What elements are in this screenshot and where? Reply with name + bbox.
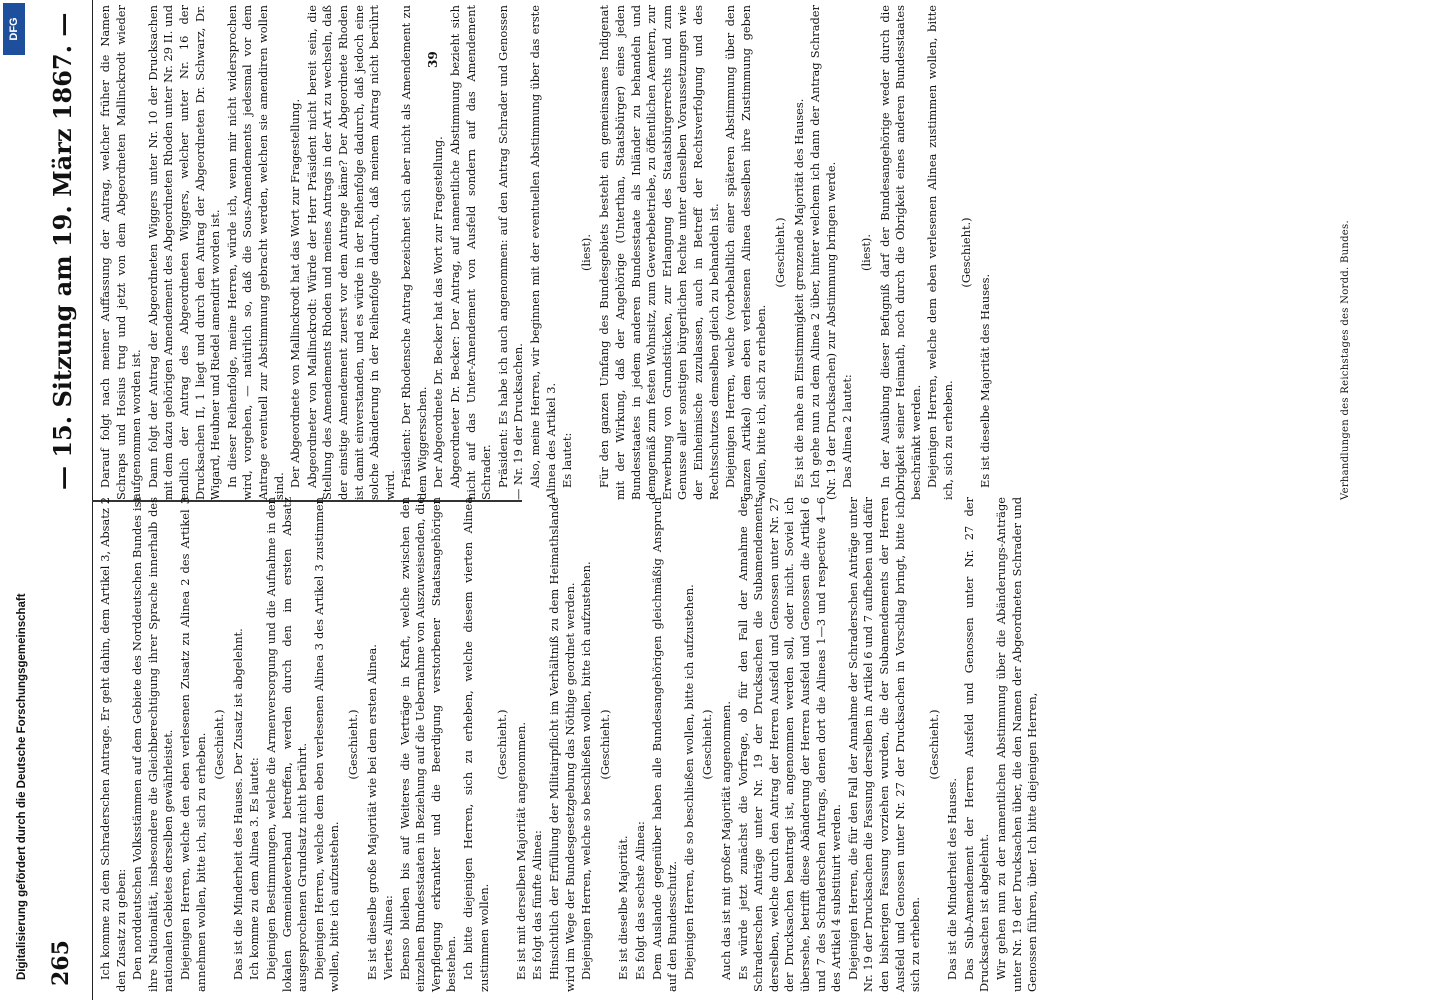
paragraph: Der Abgeordnete Dr. Becker hat das Wort zur Fragestellung.	[431, 136, 446, 488]
paragraph: Diejenigen Herren, welche (vorbehaltlich einer späteren Abstimmung über den ganzen Artikel) dem eben verlesenen Alinea desselben ihre Zustimmung geben wollen, bitte ich, sich zu erheben.	[723, 5, 769, 500]
paragraph: (Geschieht.)	[212, 709, 227, 780]
paragraph: Für den ganzen Umfang des Bundesgebiets besteht ein gemeinsames Indigenat mit der Wirkung, daß der Angehörige (Unterthan, Staatsbürger) eines jeden Bundesstaates in jedem anderen Bundesstaate als Inländer zu behandeln und demgemäß zum festen Wohnsitz, zum Gewerbebetriebe, zu öffentlichen Aemtern, zur Erwerbung von Grundstücken, zur Erlangung des Staatsbürgerrechts und zum Genusse aller sonstigen bürgerlichen Rechte unter denselben Voraussetzungen wie der Einheimische zuzulassen, auch in Betreff der Rechtsverfolgung und des Rechtsschutzes demselben gleich zu behandeln ist.	[597, 5, 721, 500]
paragraph: (Geschieht.)	[495, 709, 510, 780]
paragraph: (Geschieht.)	[959, 217, 974, 288]
paragraph: (liest).	[858, 234, 873, 271]
paragraph: Es ist mit derselben Majorität angenommen.	[513, 722, 528, 980]
paragraph: (Geschieht.)	[700, 709, 715, 780]
paragraph: Ich bitte diejenigen Herren, sich zu erheben, welche diesem vierten Alinea zustimmen wollen.	[461, 497, 491, 992]
paragraph: (liest).	[578, 234, 593, 271]
digitization-sidebar	[0, 0, 30, 1000]
paragraph: Ich komme zu dem Schraderschen Antrage. Er geht dahin, dem Artikel 3, Absatz 2 den Zusatz zu geben:	[98, 497, 128, 992]
paragraph: Ich gehe nun zu dem Alinea 2 über, hinter welchem ich dann der Antrag Schrader (Nr. 19 der Drucksachen) zur Abstimmung bringen werde.	[808, 5, 838, 500]
paragraph: Es ist dieselbe Majorität des Hauses.	[978, 273, 993, 488]
paragraph: Dann folgt der Antrag der Abgeordneten Wiggers unter Nr. 10 der Drucksachen mit dem dazu gehörigen Amendement des Abgeordneten Rhoden unter Nr. 29 II. und endlich der Antrag des Abgeordneten Wiggers, welcher unter Nr. 16 der Drucksachen II, 1 liegt und durch den Antrag der Abgeordneten Dr. Schwarz, Dr. Wigard, Heubner und Riedel amendirt worden ist.	[145, 5, 223, 500]
paragraph: In der Ausübung dieser Befugniß darf der Bundesangehörige weder durch die Obrigkeit seiner Heimath, noch durch die Obrigkeit eines anderen Bundesstaates beschränkt werden.	[877, 5, 923, 500]
signature-mark: 39	[426, 51, 440, 68]
paragraph: (Geschieht.)	[345, 709, 360, 780]
paragraph: Es ist dieselbe große Majorität wie bei dem ersten Alinea.	[364, 644, 379, 980]
paragraph: In dieser Reihenfolge, meine Herren, würde ich, wenn mir nicht widersprochen wird, vorgehen, — natürlich so, daß die Sous-Amendements jedesmal vor dem Antrage eventuell zur Abstimmung gebracht werden, welchen sie amendiren wollen sind.	[224, 5, 286, 500]
paragraph: Diejenigen Herren, die für den Fall der Annahme der Schraderschen Anträge unter Nr. 19 der Drucksachen die Fassung derselben in Artikel 6 und 7 aufheben und dafür den bisherigen Fassung vorziehen wurden, die der Subamendements der Herren Ausfeld und Genossen unter Nr. 27 der Drucksachen in Vorschlag bringt, bitte ich, sich zu erheben.	[845, 497, 923, 992]
page-number: 265	[48, 940, 74, 986]
paragraph: Diejenigen Bestimmungen, welche die Armenversorgung und die Aufnahme in den lokalen Gemeindeverband betreffen, werden durch den im ersten Absatz ausgesprochenen Grundsatz nicht berührt.	[263, 497, 310, 992]
paragraph: Das Sub-Amendement der Herren Ausfeld und Genossen unter Nr. 27 der Drucksachen ist abgelehnt.	[961, 497, 992, 992]
paragraph: Den norddeutschen Volksstämmen auf dem Gebiete des Norddeutschen Bundes ist ihre Nationalität, insbesondere die Gleichberechtigung ihrer Sprache innerhalb des nationalen Gebietes derselben gewährleistet.	[130, 497, 176, 992]
paragraph: Es folgt das fünfte Alinea:	[530, 830, 545, 980]
paragraph: Wir gehen nun zu der namentlichen Abstimmung über die Abänderungs-Anträge unter Nr. 19 der Drucksachen über, die den Namen der Abgeordneten Schrader und Genossen führen, über. Ich bitte diejenigen Herren,	[994, 497, 1040, 992]
paragraph: Diejenigen Herren, welche den eben verlesenen Zusatz zu Alinea 2 des Artikel 3 annehmen wollen, bitte ich, sich zu erheben.	[177, 497, 208, 992]
paragraph: Auch das ist mit großer Majorität angenommen.	[718, 701, 733, 980]
paragraph: Es lautet:	[560, 432, 575, 488]
paragraph: Der Abgeordnete von Mallinckrodt hat das Wort zur Fragestellung.	[288, 98, 303, 488]
document-page	[30, 0, 1432, 1000]
digitization-note: Digitalisierung gefördert durch die Deutsche Forschungsgemeinschaft	[16, 593, 28, 980]
paragraph: (Geschieht.)	[926, 709, 941, 780]
paragraph: Abgeordneter von Mallinckrodt: Würde der Herr Präsident nicht bereit sein, die Stellung des Amendements Rhoden und meines Antrags in der Art zu wechseln, daß der einstige Amendement zuerst vor dem Antrage käme? Der Abgeordnete Rhoden ist damit einverstanden, und es würde in der Reihenfolge dadurch, daß jedoch eine solche Abänderung in der Reihenfolge dadurch, daß meinem Antrag nicht berührt wird.	[304, 5, 397, 500]
paragraph: Es ist die nahe an Einstimmigkeit grenzende Majorität des Hauses.	[791, 98, 806, 488]
paragraph: Abgeordneter Dr. Becker: Der Antrag, auf namentliche Abstimmung bezieht sich nicht auf das Unter-Amendement von Ausfeld sondern auf das Amendement Schrader.	[448, 5, 494, 500]
paragraph: Diejenigen Herren, welche dem eben verlesenen Alinea 3 des Artikel 3 zustimmen wollen, bitte ich aufzustehen.	[311, 497, 342, 992]
paragraph: Diejenigen Herren, welche dem eben verlesenen Alinea zustimmen wollen, bitte ich, sich zu erheben.	[925, 5, 955, 500]
left-column	[98, 5, 995, 500]
paragraph: Es folgt das sechste Alinea:	[633, 821, 647, 980]
right-column	[98, 497, 1042, 992]
paragraph: Ebenso bleiben bis auf Weiteres die Verträge in Kraft, welche zwischen den einzelnen Bundesstaaten in Beziehung auf die Uebernahme von Auszuweisenden, die Verpflegung erkrankter und die Beerdigung verstorbener Staatsangehörigen bestehen.	[397, 497, 459, 992]
paragraph: Präsident: Der Rhodensche Antrag bezeichnet sich aber nicht als Amendement zu dem Wiggersschen.	[399, 5, 429, 500]
running-head	[30, 0, 93, 1000]
dfg-logo: DFG	[3, 3, 25, 55]
paragraph: Ich komme zu dem Alinea 3. Es lautet:	[247, 757, 262, 980]
paragraph: Diejenigen Herren, die so beschließen wollen, bitte ich aufzustehen.	[681, 584, 696, 980]
paragraph: Diejenigen Herren, welche so beschließen wollen, bitte ich aufzustehen.	[579, 561, 594, 980]
paragraph: Es würde jetzt zunächst die Vorfrage, ob für den Fall der Annahme der Schraderschen Anträge unter Nr. 19 der Drucksachen die Subamendements derselben, welche durch den Antrag der Herren Ausfeld und Genossen unter Nr. 27 der Drucksachen beantragt ist, angenommen werden soll, oder nicht. Soviel ich übersehe, betrifft diese Abänderung der Herren Ausfeld und Genossen die Artikel 6 und 7 des Schraderschen Antrags, denen dort die Alineas 1—3 und respective 4—6 des Artikel 4 substituirt werden.	[735, 497, 844, 992]
paragraph: Hinsichtlich der Erfüllung der Militairpflicht im Verhältniß zu dem Heimathslande wird im Wege der Bundesgesetzgebung das Nöthige geordnet werden.	[547, 497, 577, 992]
paragraph: Es ist dieselbe Majorität.	[616, 835, 631, 980]
paragraph: (Geschieht.)	[597, 709, 612, 780]
paragraph: Das ist die Minderheit des Hauses. Der Zusatz ist abgelehnt.	[230, 628, 245, 980]
footer-note: Verhandlungen des Reichstages des Nordd. Bundes.	[1340, 220, 1351, 500]
paragraph: (Geschieht.)	[772, 217, 787, 288]
paragraph: Also, meine Herren, wir beginnen mit der eventuellen Abstimmung über das erste Alinea des Artikel 3.	[528, 5, 558, 500]
paragraph: Dem Auslande gegenüber haben alle Bundesangehörigen gleichmäßig Anspruch auf den Bundesschutz.	[649, 497, 680, 992]
paragraph: Das Alinea 2 lautet:	[840, 374, 855, 488]
paragraph: Viertes Alinea:	[381, 895, 396, 980]
paragraph: Das ist die Minderheit des Hauses.	[945, 777, 960, 980]
paragraph: Präsident: Es habe ich auch angenommen: auf den Antrag Schrader und Genossen — Nr. 19 der Drucksachen.	[495, 5, 526, 500]
paragraph: Darauf folgt nach meiner Auffassung der Antrag, welcher früher die Namen Schraps und Hosius trug und jetzt von dem Abgeordneten Mallinckrodt wieder aufgenommen worden ist.	[98, 5, 144, 500]
session-title: — 15. Sitzung am 19. März 1867. —	[48, 12, 77, 490]
